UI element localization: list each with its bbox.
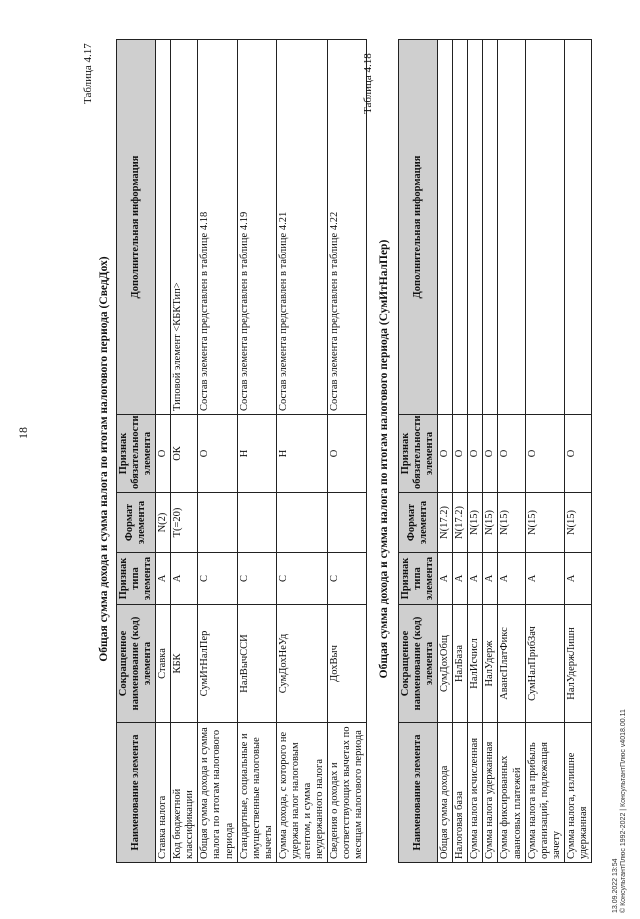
table-cell: Сумма налога исчисленная: [468, 723, 483, 863]
table-cell: N(17.2): [453, 493, 468, 553]
table-row: [453, 40, 468, 863]
header-cell: Формат элемента: [399, 493, 438, 553]
table-cell: Н: [276, 415, 327, 493]
table-cell: С: [237, 553, 276, 605]
table-cell: А: [483, 553, 498, 605]
table-cell: [525, 40, 564, 415]
table-cell: [198, 493, 237, 553]
table-cell: А: [453, 553, 468, 605]
table-cell: [276, 493, 327, 553]
table-cell: СумИтНалПер: [198, 605, 237, 723]
table-cell: Налоговая база: [453, 723, 468, 863]
table-cell: АвансПлатФикс: [498, 605, 525, 723]
table-cell: Состав элемента представлен в таблице 4.18: [198, 40, 237, 415]
header-cell: Формат элемента: [117, 493, 156, 553]
table-cell: N(17.2): [438, 493, 453, 553]
table-cell: N(15): [468, 493, 483, 553]
table-cell: С: [328, 553, 367, 605]
table-cell: ОК: [171, 415, 198, 493]
header-cell: Дополнительная информация: [399, 40, 438, 415]
table-header-row: [117, 40, 156, 863]
table-number-4-18: Таблица 4.18: [362, 53, 374, 114]
table-cell: С: [198, 553, 237, 605]
footer-source: © КонсультантПлюс 1992-2022 | КонсультантПлюс v4018.00.11: [620, 709, 628, 913]
table-cell: А: [171, 553, 198, 605]
table-cell: А: [525, 553, 564, 605]
table-cell: Сумма налога удержанная: [483, 723, 498, 863]
table-cell: T(=20): [171, 493, 198, 553]
table-row: [438, 40, 453, 863]
table-cell: НалУдержЛишн: [564, 605, 591, 723]
table-header-row: [399, 40, 438, 863]
table-cell: [438, 40, 453, 415]
table-row: [564, 40, 591, 863]
footer: [612, 709, 629, 913]
table-cell: N(15): [564, 493, 591, 553]
table-row: [468, 40, 483, 863]
table-number-4-17: Таблица 4.17: [82, 43, 94, 104]
table-cell: Состав элемента представлен в таблице 4.21: [276, 40, 327, 415]
header-cell: Дополнительная информация: [117, 40, 156, 415]
table-cell: ДохВыч: [328, 605, 367, 723]
table-cell: А: [156, 553, 171, 605]
table-cell: А: [564, 553, 591, 605]
header-cell: Наименование элемента: [117, 723, 156, 863]
table-title-4-18: Общая сумма дохода и сумма налога по итогам налогового периода (СумИтНалПер): [378, 239, 390, 679]
table-4-17: [116, 39, 367, 863]
table-row: [525, 40, 564, 863]
table-cell: N(15): [498, 493, 525, 553]
table-row: [276, 40, 327, 863]
header-cell: Сокращенное наименование (код) элемента: [399, 605, 438, 723]
table-cell: Типовой элемент <КБКТип>: [171, 40, 198, 415]
table-cell: [156, 40, 171, 415]
header-cell: Признак обязательности элемента: [399, 415, 438, 493]
table-cell: А: [468, 553, 483, 605]
header-cell: Признак типа элемента: [117, 553, 156, 605]
table-cell: О: [483, 415, 498, 493]
table-cell: [468, 40, 483, 415]
table-cell: Стандартные, социальные и имущественные налоговые вычеты: [237, 723, 276, 863]
table-title-4-17: Общая сумма дохода и сумма налога по итогам налогового периода (СведДох): [98, 256, 110, 662]
table-cell: [237, 493, 276, 553]
table-row: [156, 40, 171, 863]
table-cell: СумДохОбщ: [438, 605, 453, 723]
footer-date: 13.09.2022 13:54: [612, 858, 619, 913]
table-cell: N(2): [156, 493, 171, 553]
table-row: [498, 40, 525, 863]
table-cell: Сумма налога, излишне удержанная: [564, 723, 591, 863]
table-cell: [564, 40, 591, 415]
table-row: [198, 40, 237, 863]
table-row: [171, 40, 198, 863]
table-cell: [483, 40, 498, 415]
table-cell: [498, 40, 525, 415]
table-cell: Н: [237, 415, 276, 493]
table-cell: [328, 493, 367, 553]
table-cell: С: [276, 553, 327, 605]
table-cell: Состав элемента представлен в таблице 4.19: [237, 40, 276, 415]
table-cell: Сумма налога на прибыль организаций, подлежащая зачету: [525, 723, 564, 863]
table-cell: О: [156, 415, 171, 493]
table-row: [483, 40, 498, 863]
table-cell: О: [468, 415, 483, 493]
table-cell: О: [198, 415, 237, 493]
table-4-18: [398, 39, 592, 863]
table-cell: N(15): [483, 493, 498, 553]
table-cell: Сведения о доходах и соответствующих вычетах по месяцам налогового периода: [328, 723, 367, 863]
table-cell: НалУдерж: [483, 605, 498, 723]
table-cell: КБК: [171, 605, 198, 723]
table-cell: О: [453, 415, 468, 493]
table-cell: Код бюджетной классификации: [171, 723, 198, 863]
table-cell: А: [438, 553, 453, 605]
table-cell: НалБаза: [453, 605, 468, 723]
table-row: [237, 40, 276, 863]
table-cell: [453, 40, 468, 415]
table-cell: О: [498, 415, 525, 493]
header-cell: Признак обязательности элемента: [117, 415, 156, 493]
table-cell: Общая сумма дохода и сумма налога по итогам налогового периода: [198, 723, 237, 863]
table-cell: Ставка: [156, 605, 171, 723]
table-cell: Сумма дохода, с которого не удержан налог налоговым агентом, и сумма неудержанного налога: [276, 723, 327, 863]
table-cell: О: [328, 415, 367, 493]
table-cell: Состав элемента представлен в таблице 4.22: [328, 40, 367, 415]
table-cell: НалВычССИ: [237, 605, 276, 723]
table-cell: О: [564, 415, 591, 493]
page-number: 18: [16, 427, 30, 439]
table-cell: Общая сумма дохода: [438, 723, 453, 863]
table-cell: СумДохНеУд: [276, 605, 327, 723]
table-cell: N(15): [525, 493, 564, 553]
table-cell: НалИсчисл: [468, 605, 483, 723]
header-cell: Признак типа элемента: [399, 553, 438, 605]
table-row: [328, 40, 367, 863]
header-cell: Наименование элемента: [399, 723, 438, 863]
table-cell: А: [498, 553, 525, 605]
table-cell: Ставка налога: [156, 723, 171, 863]
table-cell: О: [438, 415, 453, 493]
table-cell: О: [525, 415, 564, 493]
header-cell: Сокращенное наименование (код) элемента: [117, 605, 156, 723]
table-cell: Сумма фиксированных авансовых платежей: [498, 723, 525, 863]
table-cell: СумНалПрибЗач: [525, 605, 564, 723]
